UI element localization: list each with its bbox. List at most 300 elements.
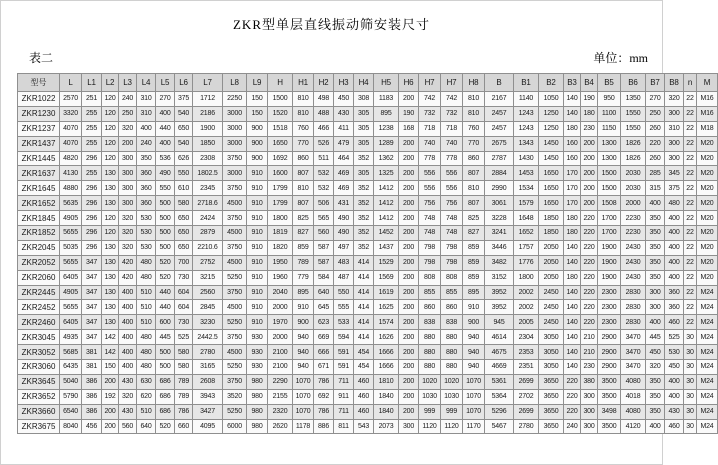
dimension-cell: 855 xyxy=(441,285,463,300)
dimension-cell: 2699 xyxy=(514,404,539,419)
dimension-cell: 180 xyxy=(564,121,581,136)
dimension-cell: 2430 xyxy=(621,270,646,285)
dimension-cell: 3650 xyxy=(539,389,564,404)
dimension-cell: 666 xyxy=(314,345,334,360)
dimension-cell: 1070 xyxy=(463,404,485,419)
dimension-cell: 360 xyxy=(665,285,684,300)
dimension-cell: 270 xyxy=(646,92,665,107)
dimension-cell: 490 xyxy=(156,166,175,181)
dimension-cell: 810 xyxy=(293,181,314,196)
dimension-cell: 2560 xyxy=(193,285,223,300)
model-cell: ZKR1645 xyxy=(18,181,60,196)
dimension-cell: 430 xyxy=(334,106,354,121)
dimension-cell: 200 xyxy=(581,196,598,211)
dimension-cell: 786 xyxy=(314,374,334,389)
dimension-cell: 900 xyxy=(293,315,314,330)
dimension-cell: 500 xyxy=(156,360,175,375)
dimension-cell: 310 xyxy=(665,121,684,136)
dimension-cell: 1626 xyxy=(374,330,399,345)
column-header: H7 xyxy=(419,74,441,92)
dimension-cell: 786 xyxy=(175,404,193,419)
dimension-cell: 2186 xyxy=(193,106,223,121)
column-header: H7 xyxy=(441,74,463,92)
dimension-cell: 466 xyxy=(314,121,334,136)
dimension-cell: 789 xyxy=(293,255,314,270)
dimension-cell: 1100 xyxy=(598,106,621,121)
dimension-cell: M20 xyxy=(697,181,718,196)
dimension-cell: 859 xyxy=(463,255,485,270)
dimension-cell: 250 xyxy=(646,106,665,121)
dimension-cell: 4905 xyxy=(60,285,82,300)
dimension-cell: 5040 xyxy=(60,374,82,389)
dimension-cell: 789 xyxy=(175,389,193,404)
dimension-cell: 584 xyxy=(314,270,334,285)
dimension-cell: 5655 xyxy=(60,226,82,241)
dimension-cell: 810 xyxy=(463,106,485,121)
dimension-cell: 170 xyxy=(564,166,581,181)
dimension-cell: 910 xyxy=(247,270,268,285)
dimension-cell: 2830 xyxy=(621,300,646,315)
dimension-cell: 460 xyxy=(354,389,374,404)
dimension-cell: 1020 xyxy=(441,374,463,389)
dimension-cell: 140 xyxy=(564,255,581,270)
dimension-cell: 3241 xyxy=(485,226,514,241)
dimension-cell: 2300 xyxy=(598,300,621,315)
dimensions-table xyxy=(17,73,718,434)
table-row xyxy=(18,151,718,166)
dimension-cell: 1648 xyxy=(514,211,539,226)
dimension-cell: 345 xyxy=(665,166,684,181)
dimension-cell: 30 xyxy=(684,389,697,404)
dimension-cell: 4070 xyxy=(60,136,82,151)
dimension-cell: 500 xyxy=(156,226,175,241)
dimension-cell: 440 xyxy=(156,121,175,136)
dimension-cell: 930 xyxy=(247,345,268,360)
dimension-cell: 1508 xyxy=(598,196,621,211)
dimension-cell: 22 xyxy=(684,136,697,151)
dimension-cell: 240 xyxy=(564,419,581,434)
dimension-cell: 315 xyxy=(646,181,665,196)
dimension-cell: 910 xyxy=(247,240,268,255)
dimension-cell: 600 xyxy=(156,315,175,330)
dimension-cell: 798 xyxy=(441,240,463,255)
dimension-cell: 1900 xyxy=(193,121,223,136)
dimension-cell: 3650 xyxy=(539,374,564,389)
dimension-cell: 300 xyxy=(119,196,137,211)
table-row xyxy=(18,211,718,226)
dimension-cell: 895 xyxy=(293,285,314,300)
dimension-cell: 798 xyxy=(419,255,441,270)
dimension-cell: 3000 xyxy=(223,136,247,151)
column-header: H2 xyxy=(314,74,334,92)
dimension-cell: 414 xyxy=(354,300,374,315)
dimension-cell: 22 xyxy=(684,211,697,226)
dimension-cell: 1450 xyxy=(539,151,564,166)
column-header: L6 xyxy=(175,74,193,92)
model-cell: ZKR1237 xyxy=(18,121,60,136)
dimension-cell: 255 xyxy=(82,136,102,151)
dimension-cell: 789 xyxy=(175,374,193,389)
column-header: B7 xyxy=(646,74,665,92)
dimension-cell: 686 xyxy=(156,374,175,389)
dimension-cell: 2308 xyxy=(193,151,223,166)
dimension-cell: 910 xyxy=(247,300,268,315)
dimension-cell: 430 xyxy=(119,404,137,419)
dimension-cell: 250 xyxy=(119,106,137,121)
dimension-cell: 1550 xyxy=(621,106,646,121)
dimension-cell: 880 xyxy=(419,360,441,375)
dimension-cell: 500 xyxy=(156,345,175,360)
dimension-cell: 5790 xyxy=(60,389,82,404)
dimension-cell: 2050 xyxy=(539,270,564,285)
dimension-cell: 352 xyxy=(354,181,374,196)
table-row xyxy=(18,374,718,389)
dimension-cell: 980 xyxy=(247,389,268,404)
dimension-cell: 130 xyxy=(102,300,119,315)
dimension-cell: 740 xyxy=(441,136,463,151)
dimension-cell: 910 xyxy=(247,226,268,241)
dimension-cell: 480 xyxy=(137,255,156,270)
dimension-cell: 320 xyxy=(119,389,137,404)
dimension-cell: 3750 xyxy=(223,240,247,255)
dimension-cell: 22 xyxy=(684,92,697,107)
dimension-cell: 300 xyxy=(665,106,684,121)
dimension-cell: 130 xyxy=(102,285,119,300)
dimension-cell: 2100 xyxy=(268,345,293,360)
dimension-cell: 911 xyxy=(334,389,354,404)
dimension-cell: 2345 xyxy=(193,181,223,196)
dimension-cell: 827 xyxy=(293,226,314,241)
dimension-cell: 5035 xyxy=(60,240,82,255)
dimension-cell: 200 xyxy=(399,270,419,285)
dimension-cell: 807 xyxy=(463,166,485,181)
dimension-cell: 900 xyxy=(247,121,268,136)
table-row xyxy=(18,240,718,255)
dimension-cell: 556 xyxy=(419,181,441,196)
dimension-cell: 350 xyxy=(646,240,665,255)
table-body xyxy=(18,92,718,434)
dimension-cell: 296 xyxy=(82,151,102,166)
dimension-cell: 360 xyxy=(137,166,156,181)
dimension-cell: 779 xyxy=(293,270,314,285)
dimension-cell: 454 xyxy=(354,345,374,360)
page-title: ZKR型单层直线振动筛安装尺寸 xyxy=(232,17,430,32)
dimension-cell: 2050 xyxy=(539,240,564,255)
dimension-cell: 350 xyxy=(646,226,665,241)
dimension-cell: 1970 xyxy=(268,315,293,330)
dimension-cell: 320 xyxy=(119,121,137,136)
dimension-cell: 520 xyxy=(156,419,175,434)
dimension-cell: 1652 xyxy=(514,226,539,241)
dimension-cell: 190 xyxy=(581,92,598,107)
dimension-cell: 2050 xyxy=(539,255,564,270)
dimension-cell: 200 xyxy=(581,181,598,196)
dimension-cell: 980 xyxy=(247,419,268,434)
header-row xyxy=(18,74,718,92)
dimension-cell: M16 xyxy=(697,106,718,121)
dimension-cell: 350 xyxy=(646,255,665,270)
dimension-cell: 748 xyxy=(441,226,463,241)
dimension-cell: 140 xyxy=(564,240,581,255)
dimension-cell: 1650 xyxy=(539,181,564,196)
dimension-cell: 756 xyxy=(441,196,463,211)
dimension-cell: 1070 xyxy=(293,374,314,389)
table-row xyxy=(18,330,718,345)
dimension-cell: 400 xyxy=(665,211,684,226)
dimension-cell: 480 xyxy=(665,196,684,211)
dimension-cell: 5296 xyxy=(485,404,514,419)
dimension-cell: 626 xyxy=(175,151,193,166)
dimension-cell: 880 xyxy=(441,345,463,360)
dimension-cell: 756 xyxy=(419,196,441,211)
dimension-cell: 742 xyxy=(441,92,463,107)
dimension-cell: 930 xyxy=(247,330,268,345)
model-cell: ZKR3052 xyxy=(18,345,60,360)
dimension-cell: 778 xyxy=(441,151,463,166)
table-row xyxy=(18,226,718,241)
dimension-cell: 350 xyxy=(646,211,665,226)
dimension-cell: 386 xyxy=(82,404,102,419)
column-header: H1 xyxy=(293,74,314,92)
model-cell: ZKR1652 xyxy=(18,196,60,211)
dimension-cell: 220 xyxy=(581,270,598,285)
dimension-cell: 660 xyxy=(175,419,193,434)
dimension-cell: 3470 xyxy=(621,345,646,360)
column-header: H xyxy=(268,74,293,92)
dimension-cell: 510 xyxy=(137,315,156,330)
dimension-cell: 1579 xyxy=(514,196,539,211)
dimension-cell: 420 xyxy=(119,270,137,285)
dimension-cell: 530 xyxy=(137,226,156,241)
column-header: L5 xyxy=(156,74,175,92)
dimension-cell: 1520 xyxy=(268,106,293,121)
dimension-cell: 22 xyxy=(684,240,697,255)
dimension-cell: 999 xyxy=(419,404,441,419)
dimension-cell: 140 xyxy=(564,315,581,330)
dimension-cell: 810 xyxy=(293,106,314,121)
dimension-cell: 895 xyxy=(374,106,399,121)
dimension-cell: 2005 xyxy=(514,315,539,330)
dimension-cell: 400 xyxy=(665,240,684,255)
dimension-cell: 400 xyxy=(119,300,137,315)
dimension-cell: 1070 xyxy=(293,389,314,404)
dimension-cell: 2002 xyxy=(514,285,539,300)
dimension-cell: 200 xyxy=(399,151,419,166)
table-row xyxy=(18,389,718,404)
dimension-cell: 296 xyxy=(82,240,102,255)
dimension-cell: 742 xyxy=(419,92,441,107)
dimension-cell: 5250 xyxy=(223,360,247,375)
dimension-cell: M24 xyxy=(697,300,718,315)
dimension-cell: 1800 xyxy=(268,211,293,226)
dimension-cell: 1950 xyxy=(268,255,293,270)
dimension-cell: 2230 xyxy=(621,226,646,241)
dimension-cell: 400 xyxy=(665,226,684,241)
dimension-cell: 1050 xyxy=(539,92,564,107)
dimension-cell: 500 xyxy=(156,211,175,226)
dimension-cell: 1666 xyxy=(374,345,399,360)
dimension-cell: 910 xyxy=(247,285,268,300)
dimension-cell: 420 xyxy=(119,255,137,270)
model-cell: ZKR1637 xyxy=(18,166,60,181)
dimension-cell: 3165 xyxy=(193,360,223,375)
dimension-cell: 352 xyxy=(354,211,374,226)
dimension-cell: 692 xyxy=(314,389,334,404)
dimension-cell: 200 xyxy=(581,166,598,181)
dimension-cell: 30 xyxy=(684,374,697,389)
dimension-cell: 2900 xyxy=(598,345,621,360)
dimension-cell: 360 xyxy=(137,196,156,211)
dimension-cell: 454 xyxy=(354,360,374,375)
dimension-cell: 786 xyxy=(314,404,334,419)
dimension-cell: 2073 xyxy=(374,419,399,434)
dimension-cell: 860 xyxy=(293,151,314,166)
dimension-cell: 1692 xyxy=(268,151,293,166)
dimension-cell: 980 xyxy=(247,404,268,419)
dimension-cell: 2100 xyxy=(268,360,293,375)
dimension-cell: 3050 xyxy=(539,330,564,345)
dimension-cell: 142 xyxy=(102,345,119,360)
dimension-cell: 386 xyxy=(82,389,102,404)
dimension-cell: 170 xyxy=(564,181,581,196)
dimension-cell: 838 xyxy=(441,315,463,330)
dimension-cell: 6405 xyxy=(60,315,82,330)
dimension-cell: 2290 xyxy=(268,374,293,389)
dimension-cell: 650 xyxy=(175,121,193,136)
meta-row xyxy=(29,49,648,66)
dimension-cell: 945 xyxy=(485,315,514,330)
dimension-cell: 5364 xyxy=(485,389,514,404)
dimension-cell: 940 xyxy=(463,360,485,375)
dimension-cell: M20 xyxy=(697,270,718,285)
dimension-cell: 22 xyxy=(684,166,697,181)
dimension-cell: 2450 xyxy=(539,315,564,330)
table-row xyxy=(18,419,718,434)
dimension-cell: 30 xyxy=(684,404,697,419)
dimension-cell: 1243 xyxy=(514,121,539,136)
dimension-cell: 1250 xyxy=(539,121,564,136)
dimension-cell: 3943 xyxy=(193,389,223,404)
dimension-cell: 2300 xyxy=(598,315,621,330)
dimension-cell: 2845 xyxy=(193,300,223,315)
dimension-cell: 591 xyxy=(334,345,354,360)
dimension-cell: 3750 xyxy=(223,181,247,196)
dimension-cell: 811 xyxy=(334,419,354,434)
dimension-cell: 999 xyxy=(441,404,463,419)
dimension-cell: 200 xyxy=(399,196,419,211)
dimension-cell: 300 xyxy=(646,300,665,315)
dimension-cell: 170 xyxy=(564,196,581,211)
dimension-cell: 2424 xyxy=(193,211,223,226)
dimension-cell: 1534 xyxy=(514,181,539,196)
dimension-cell: 260 xyxy=(646,151,665,166)
dimension-cell: 620 xyxy=(137,389,156,404)
dimension-cell: 1820 xyxy=(268,240,293,255)
dimension-cell: 2351 xyxy=(514,360,539,375)
dimension-cell: 300 xyxy=(581,389,598,404)
model-cell: ZKR1845 xyxy=(18,211,60,226)
dimension-cell: 4500 xyxy=(223,226,247,241)
dimension-cell: 130 xyxy=(102,181,119,196)
dimension-cell: 2780 xyxy=(193,345,223,360)
dimension-cell: 445 xyxy=(646,330,665,345)
dimension-cell: 1666 xyxy=(374,360,399,375)
dimension-cell: 2608 xyxy=(193,374,223,389)
dimension-cell: 1900 xyxy=(598,270,621,285)
column-header: L9 xyxy=(247,74,268,92)
dimension-cell: 3952 xyxy=(485,300,514,315)
dimension-cell: 748 xyxy=(419,226,441,241)
dimension-cell: 130 xyxy=(102,270,119,285)
dimension-cell: 1070 xyxy=(463,389,485,404)
dimension-cell: 630 xyxy=(137,374,156,389)
dimension-cell: 778 xyxy=(419,151,441,166)
dimension-cell: 910 xyxy=(293,300,314,315)
dimension-cell: 580 xyxy=(175,345,193,360)
dimension-cell: 22 xyxy=(684,285,697,300)
dimension-cell: 140 xyxy=(564,92,581,107)
dimension-cell: 168 xyxy=(399,121,419,136)
model-cell: ZKR1022 xyxy=(18,92,60,107)
dimension-cell: 460 xyxy=(354,374,374,389)
dimension-cell: 2900 xyxy=(598,330,621,345)
dimension-cell: 530 xyxy=(137,211,156,226)
dimension-cell: 347 xyxy=(82,330,102,345)
dimension-cell: 430 xyxy=(665,404,684,419)
dimension-cell: 4905 xyxy=(60,211,82,226)
dimension-cell: 1343 xyxy=(514,136,539,151)
dimension-cell: 4614 xyxy=(485,330,514,345)
dimension-cell: 895 xyxy=(463,285,485,300)
dimension-cell: 1070 xyxy=(293,404,314,419)
dimension-cell: 22 xyxy=(684,151,697,166)
dimension-cell: 1450 xyxy=(539,136,564,151)
dimension-cell: 300 xyxy=(581,404,598,419)
dimension-cell: 669 xyxy=(314,330,334,345)
dimension-cell: 3320 xyxy=(60,106,82,121)
column-header: B2 xyxy=(539,74,564,92)
dimension-cell: 22 xyxy=(684,226,697,241)
dimension-cell: M20 xyxy=(697,226,718,241)
dimension-cell: 2990 xyxy=(485,181,514,196)
column-header: B6 xyxy=(621,74,646,92)
dimension-cell: 940 xyxy=(293,345,314,360)
dimension-cell: 3215 xyxy=(193,270,223,285)
dimension-cell: 1030 xyxy=(419,389,441,404)
dimension-cell: 200 xyxy=(399,285,419,300)
dimension-cell: 4070 xyxy=(60,121,82,136)
dimension-cell: 730 xyxy=(175,315,193,330)
dimension-cell: 838 xyxy=(419,315,441,330)
dimension-cell: 623 xyxy=(314,315,334,330)
table-row xyxy=(18,181,718,196)
dimension-cell: 1650 xyxy=(539,196,564,211)
dimension-cell: 220 xyxy=(564,389,581,404)
dimension-cell: 3000 xyxy=(223,166,247,181)
dimension-cell: 490 xyxy=(334,211,354,226)
dimension-cell: 300 xyxy=(119,151,137,166)
dimension-cell: 1810 xyxy=(374,374,399,389)
model-cell: ZKR3660 xyxy=(18,404,60,419)
dimension-cell: 400 xyxy=(646,419,665,434)
dimension-cell: 1030 xyxy=(441,389,463,404)
dimension-cell: 22 xyxy=(684,121,697,136)
dimension-cell: 2304 xyxy=(514,330,539,345)
dimension-cell: 480 xyxy=(137,360,156,375)
dimension-cell: 320 xyxy=(119,240,137,255)
dimension-cell: 526 xyxy=(314,136,334,151)
dimension-cell: 220 xyxy=(581,255,598,270)
